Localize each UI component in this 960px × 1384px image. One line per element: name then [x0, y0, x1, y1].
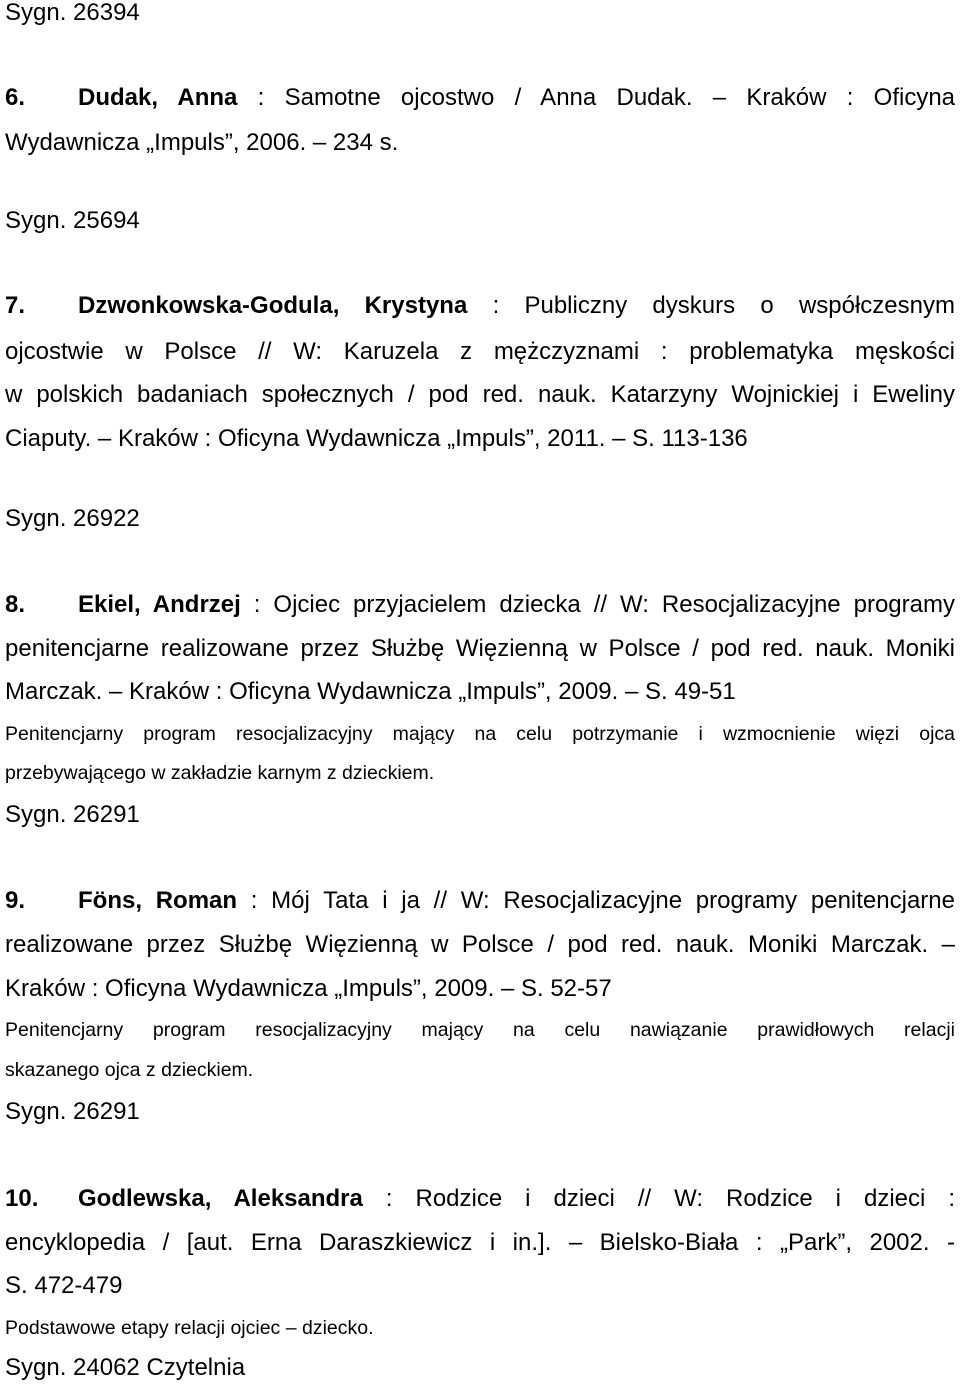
entry-7-call-number: Sygn. 26922 — [5, 505, 140, 532]
entry-title: : Samotne ojcostwo / Anna Dudak. – Kraków : Oficyna — [237, 84, 956, 111]
entry-author: Godlewska, Aleksandra — [78, 1185, 363, 1212]
entry-7-line-2: ojcostwie w Polsce // W: Karuzela z mężczyznami : problematyka męskości — [5, 338, 955, 365]
entry-9-annotation-2: skazanego ojca z dzieckiem. — [5, 1059, 254, 1081]
entry-author: Ekiel, Andrzej — [78, 591, 241, 618]
entry-6-line-2: Wydawnicza „Impuls”, 2006. – 234 s. — [5, 129, 399, 156]
entry-7-line-1 — [5, 294, 955, 318]
entry-9-line-3: Kraków : Oficyna Wydawnicza „Impuls”, 2009. – S. 52-57 — [5, 975, 612, 1002]
entry-6-call-number: Sygn. 25694 — [5, 207, 140, 234]
entry-8-call-number: Sygn. 26291 — [5, 801, 140, 828]
entry-number: 8. — [5, 591, 26, 618]
entry-9-call-number: Sygn. 26291 — [5, 1098, 140, 1125]
entry-author: Dudak, Anna — [78, 84, 238, 111]
entry-number: 9. — [5, 887, 26, 914]
entry-10-call-number: Sygn. 24062 Czytelnia — [5, 1354, 246, 1381]
call-number: Sygn. 26394 — [5, 0, 140, 26]
entry-10-annotation-1: Podstawowe etapy relacji ojciec – dziecko. — [5, 1317, 374, 1339]
entry-title: : Ojciec przyjacielem dziecka // W: Resocjalizacyjne programy — [240, 591, 955, 618]
entry-7-line-3: w polskich badaniach społecznych / pod red. nauk. Katarzyny Wojnickiej i Eweliny — [5, 381, 955, 408]
entry-10-line-3: S. 472-479 — [5, 1272, 123, 1299]
entry-10-line-2: encyklopedia / [aut. Erna Daraszkiewicz i in.]. – Bielsko-Biała : „Park”, 2002. - — [5, 1229, 955, 1256]
entry-title: : Mój Tata i ja // W: Resocjalizacyjne programy penitencjarne — [237, 887, 955, 914]
entry-number: 7. — [5, 292, 26, 319]
entry-8-annotation-1: Penitencjarny program resocjalizacyjny mający na celu potrzymanie i wzmocnienie więzi ojca — [5, 723, 955, 745]
entry-7-line-4: Ciaputy. – Kraków : Oficyna Wydawnicza „Impuls”, 2011. – S. 113-136 — [5, 425, 748, 452]
entry-8-line-1 — [5, 593, 955, 617]
entry-9-line-2: realizowane przez Służbę Więzienną w Polsce / pod red. nauk. Moniki Marczak. – — [5, 931, 955, 958]
entry-author: Dzwonkowska-Godula, Krystyna — [78, 292, 468, 319]
entry-number: 10. — [5, 1185, 39, 1212]
entry-number: 6. — [5, 84, 26, 111]
entry-10-line-1 — [5, 1187, 955, 1211]
entry-6-line-1 — [5, 86, 955, 110]
entry-8-annotation-2: przebywającego w zakładzie karnym z dzieckiem. — [5, 762, 435, 784]
entry-9-annotation-1: Penitencjarny program resocjalizacyjny mający na celu nawiązanie prawidłowych relacji — [5, 1019, 955, 1041]
entry-author: Föns, Roman — [78, 887, 238, 914]
entry-8-line-3: Marczak. – Kraków : Oficyna Wydawnicza „Impuls”, 2009. – S. 49-51 — [5, 678, 736, 705]
entry-8-line-2: penitencjarne realizowane przez Służbę Więzienną w Polsce / pod red. nauk. Moniki — [5, 635, 955, 662]
entry-9-line-1 — [5, 889, 955, 913]
entry-title: : Publiczny dyskurs o współczesnym — [467, 292, 955, 319]
entry-title: : Rodzice i dzieci // W: Rodzice i dzieci : — [362, 1185, 955, 1212]
